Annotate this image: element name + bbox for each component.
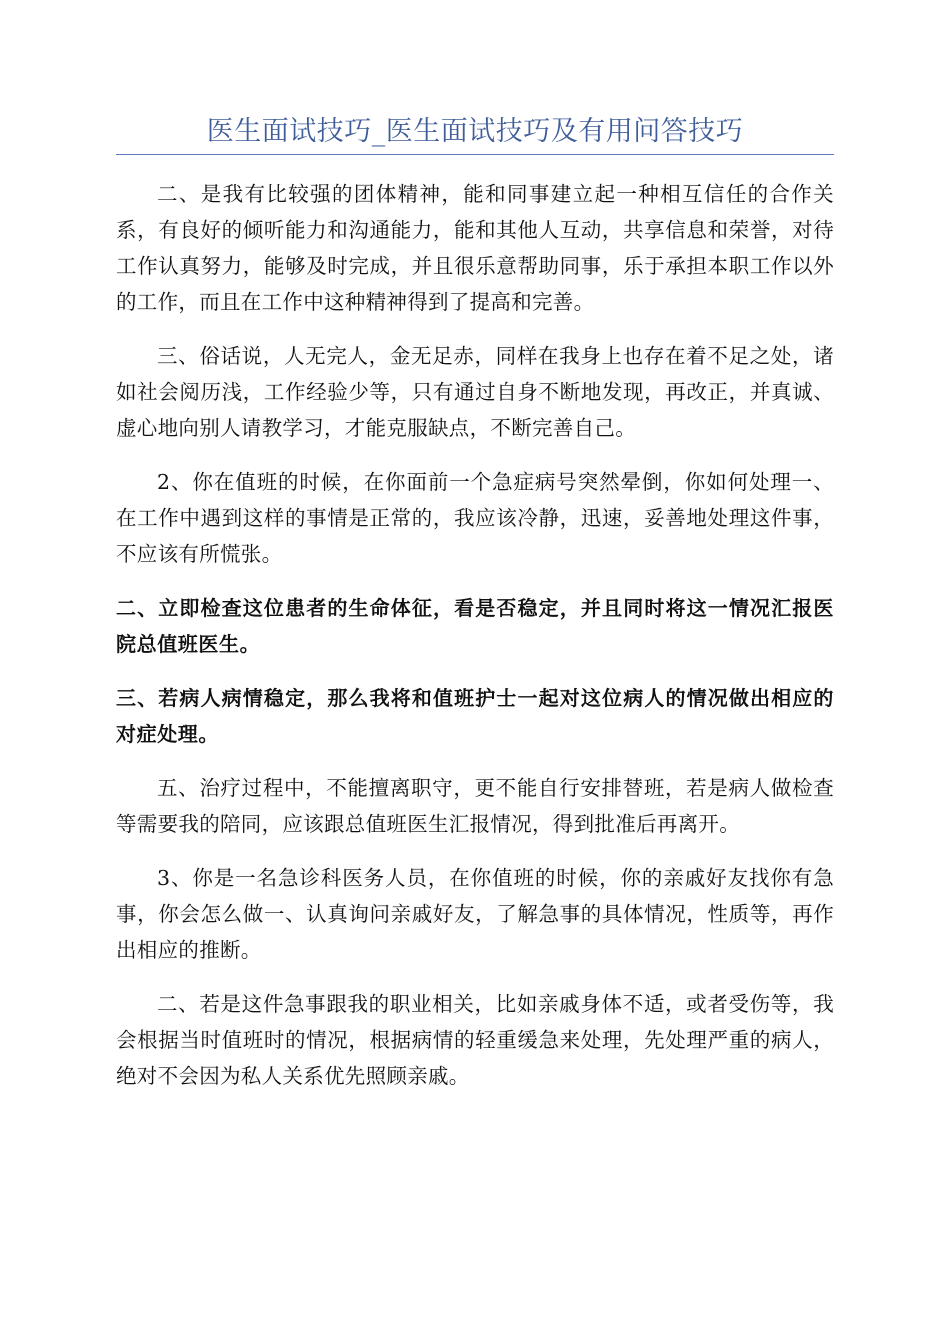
document-title: 医生面试技巧_医生面试技巧及有用问答技巧	[206, 116, 744, 147]
paragraph-2: 三、俗话说，人无完人，金无足赤，同样在我身上也存在着不足之处，诸如社会阅历浅，工作经验少等，只有通过自身不断地发现，再改正，并真诚、虚心地向别人请教学习，才能克服缺点，不断完善自己。	[116, 344, 834, 440]
paragraph-8: 二、若是这件急事跟我的职业相关，比如亲戚身体不适，或者受伤等，我会根据当时值班时的情况，根据病情的轻重缓急来处理，先处理严重的病人，绝对不会因为私人关系优先照顾亲戚。	[116, 992, 834, 1088]
paragraph-7: 3、你是一名急诊科医务人员，在你值班的时候，你的亲戚好友找你有急事，你会怎么做一、认真询问亲戚好友，了解急事的具体情况，性质等，再作出相应的推断。	[116, 866, 834, 962]
title-underline	[116, 154, 834, 155]
document-body	[116, 176, 834, 1112]
paragraph-5-bold: 三、若病人病情稳定，那么我将和值班护士一起对这位病人的情况做出相应的对症处理。	[116, 686, 834, 746]
paragraph-4-bold: 二、立即检查这位患者的生命体征，看是否稳定，并且同时将这一情况汇报医院总值班医生。	[116, 596, 834, 656]
paragraph-6: 五、治疗过程中，不能擅离职守，更不能自行安排替班，若是病人做检查等需要我的陪同，应该跟总值班医生汇报情况，得到批准后再离开。	[116, 776, 834, 836]
paragraph-3: 2、你在值班的时候，在你面前一个急症病号突然晕倒，你如何处理一、在工作中遇到这样的事情是正常的，我应该冷静，迅速，妥善地处理这件事，不应该有所慌张。	[116, 470, 834, 566]
paragraph-1: 二、是我有比较强的团体精神，能和同事建立起一种相互信任的合作关系，有良好的倾听能力和沟通能力，能和其他人互动，共享信息和荣誉，对待工作认真努力，能够及时完成，并且很乐意帮助同事，乐于承担本职工作以外的工作，而且在工作中这种精神得到了提高和完善。	[116, 182, 834, 314]
